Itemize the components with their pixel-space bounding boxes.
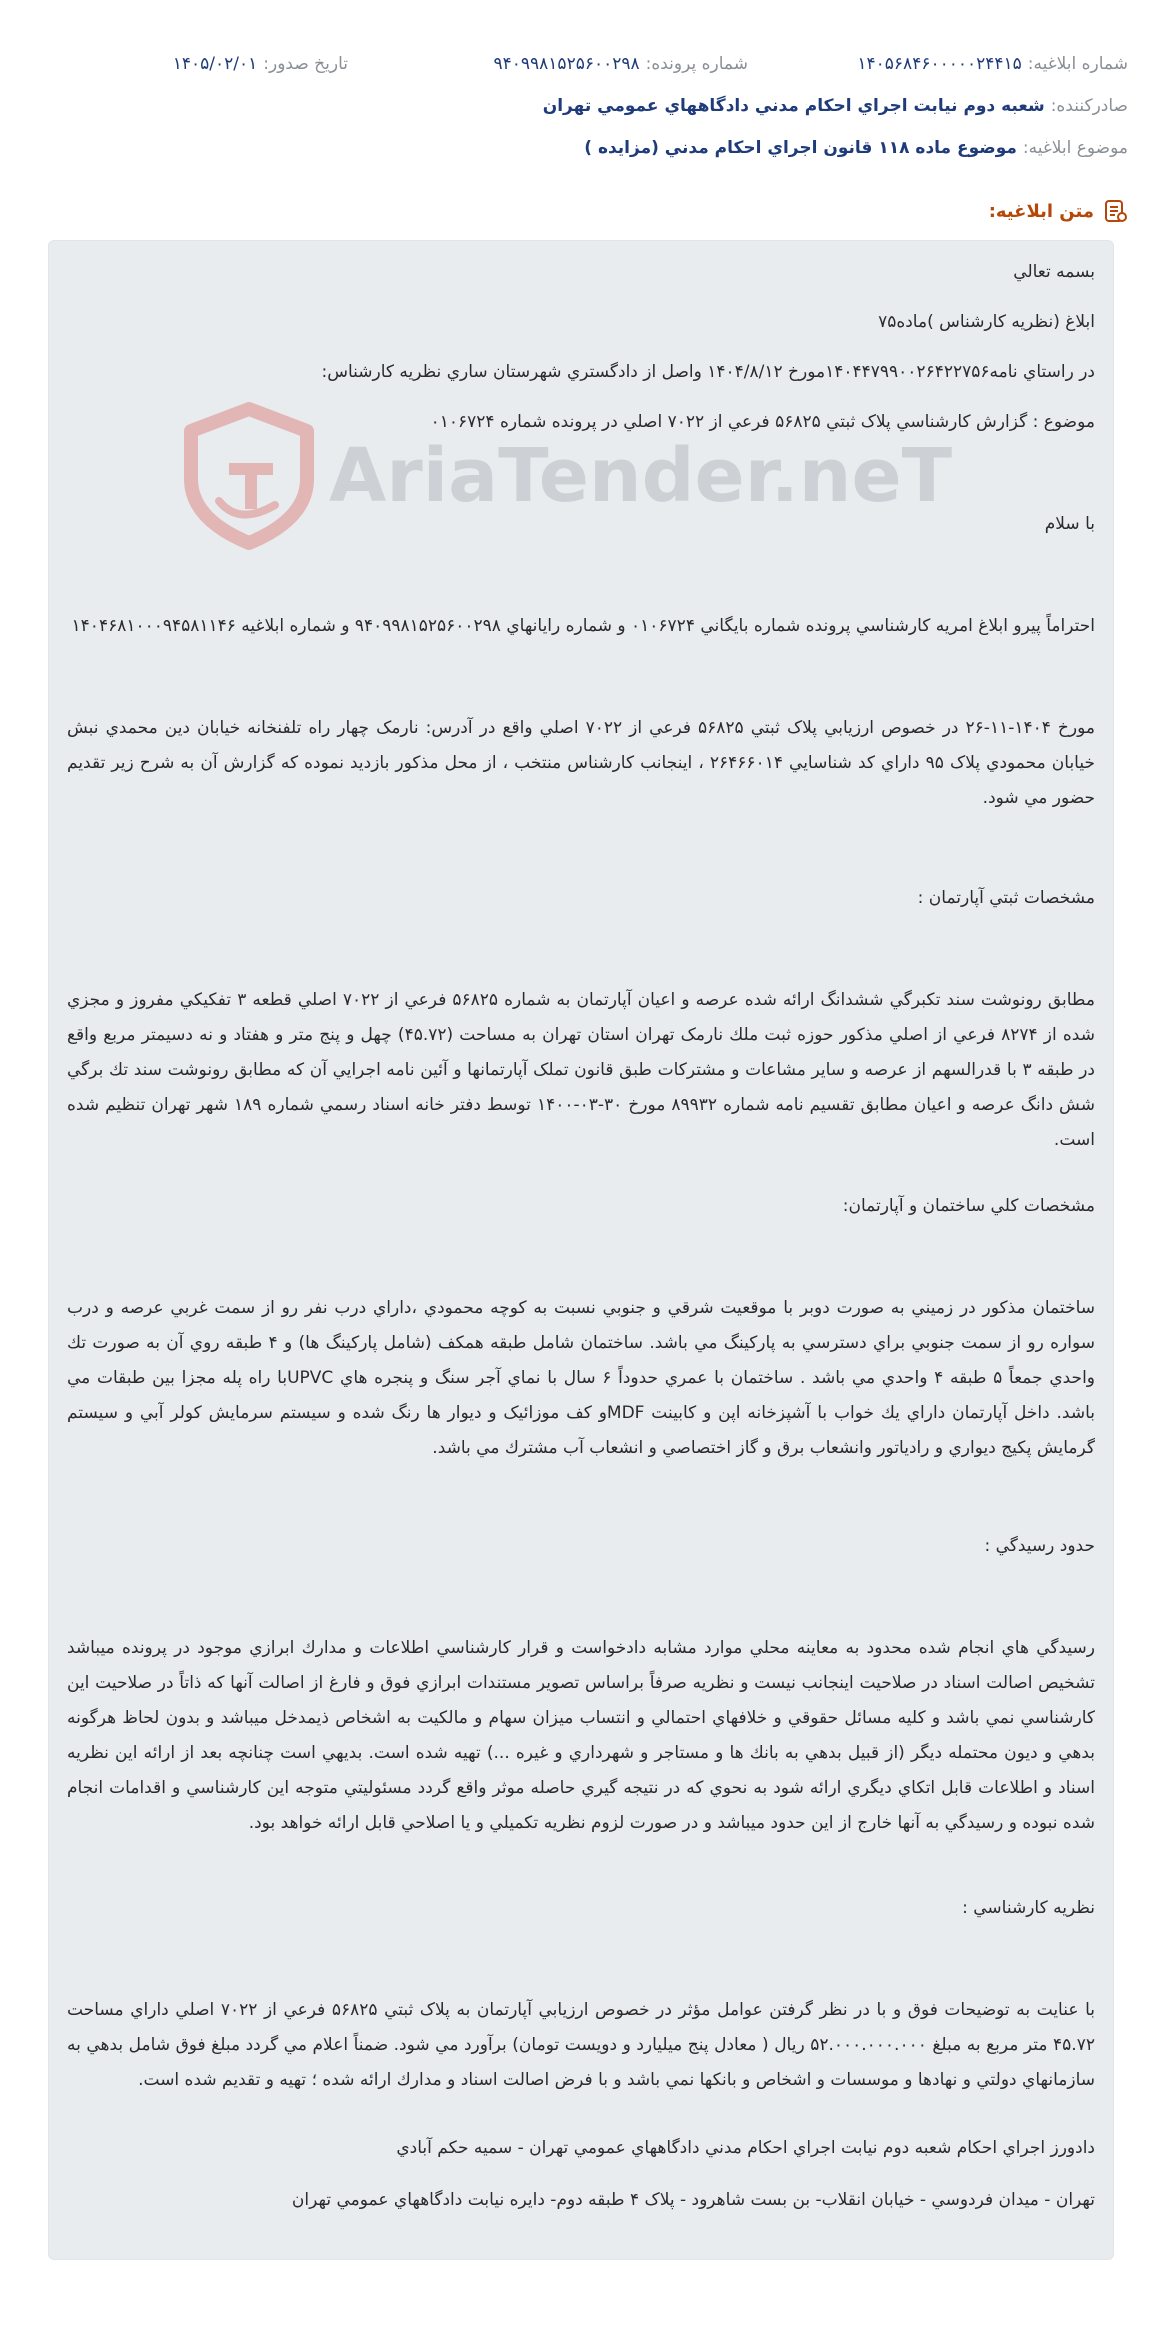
case-number — [348, 54, 748, 74]
notice-text-heading — [989, 198, 1128, 224]
body-paragraph: مورخ ۱۴۰۴-۱۱-۲۶ در خصوص ارزيابي پلاک ثبتي ۵۶۸۲۵ فرعي از ۷۰۲۲ اصلي واقع در آدرس: نارمک چهار راه تلفنخانه خيابان دين محمدي نبش خيابان محمودي پلاک ۹۵ داراي کد شناسايي ۲۶۴۶۶۰۱۴ ، اينجانب کارشناس منتخب ، از محل مذکور بازديد نموده که گزارش آن به شرح زير تقديم حضور مي شود. — [67, 718, 1095, 808]
document-icon — [1102, 198, 1128, 224]
issuer-label: صادرکننده: — [1050, 96, 1128, 116]
body-paragraph: موضوع : گزارش کارشناسي پلاک ثبتي ۵۶۸۲۵ فرعي از ۷۰۲۲ اصلي در پرونده شماره ۰۱۰۶۷۲۴ — [430, 412, 1095, 432]
body-paragraph: با عنايت به توضيحات فوق و با در نظر گرفتن عوامل مؤثر در خصوص ارزيابي آپارتمان به پلاک ثبتي ۵۶۸۲۵ فرعي از ۷۰۲۲ اصلي داراي مساحت ۴۵.۷۲ متر مربع به مبلغ ۵۲.۰۰۰.۰۰۰.۰۰۰ ريال ( معادل پنج ميليارد و دويست تومان) برآورد مي شود. ضمناً اعلام مي گردد مبلغ فوق شامل بدهي به سازمانهاي دولتي و نهادها و موسسات و اشخاص و بانکها نمي باشد و با فرض اصالت اسناد و مدارك ارائه شده ؛ تهيه و تقديم شده است. — [67, 2000, 1095, 2090]
header-meta-row — [46, 54, 1128, 74]
body-paragraph: با سلام — [1044, 514, 1095, 534]
notice-number-value: ۱۴۰۵۶۸۴۶۰۰۰۰۰۲۴۴۱۵ — [857, 54, 1022, 74]
notice-body-box — [48, 240, 1114, 2260]
body-paragraph: ابلاغ (نظريه کارشناس )ماده۷۵ — [878, 312, 1095, 332]
subject-row — [46, 138, 1128, 158]
subject-value: موضوع ماده ۱۱۸ قانون اجراي احکام مدني (مزايده ) — [584, 138, 1017, 158]
issue-date-value: ۱۴۰۵/۰۲/۰۱ — [172, 54, 258, 74]
case-number-value: ۹۴۰۹۹۸۱۵۲۵۶۰۰۲۹۸ — [493, 54, 640, 74]
body-paragraph: ساختمان مذکور در زميني به صورت دوبر با موقعيت شرقي و جنوبي نسبت به کوچه محمودي ،داراي درب نفر رو از سمت غربي عرصه و درب سواره رو از سمت جنوبي براي دسترسي به پارکينگ مي باشد. ساختمان شامل طبقه همکف (شامل پارکينگ ها) و ۴ طبقه روي آن به صورت تك واحدي جمعاً ۵ طبقه ۴ واحدي مي باشد . ساختمان با عمري حدوداً ۶ سال با نماي آجر سنگ و پنجره هاي UPVCبا راه پله مجزا بين طبقات مي باشد. داخل آپارتمان داراي يك خواب با آشپزخانه اپن و کابينت MDFو کف موزائيک و ديوار ها رنگ شده و سيستم سرمايش کولر آبي و سيستم گرمايش پکيج ديواري و رادياتور وانشعاب برق و گاز اختصاصي و انشعاب آب مشترك مي باشد. — [67, 1298, 1095, 1458]
section-heading: مشخصات کلي ساختمان و آپارتمان: — [842, 1196, 1095, 1216]
body-paragraph: احتراماً پيرو ابلاغ امريه کارشناسي پرونده شماره بايگاني ۰۱۰۶۷۲۴ و شماره رايانهاي ۹۴۰۹۹۸۱۵۲۵۶۰۰۲۹۸ و شماره ابلاغيه ۱۴۰۴۶۸۱۰۰۰۹۴۵۸۱۱۴۶ — [71, 616, 1095, 636]
issue-date-label: تاريخ صدور: — [263, 54, 348, 74]
issuer-value: شعبه دوم نيابت اجراي احکام مدني دادگاههاي عمومي تهران — [542, 96, 1045, 116]
subject-label: موضوع ابلاغيه: — [1022, 138, 1128, 158]
signatory-line: دادورز اجراي احکام شعبه دوم نيابت اجراي احکام مدني دادگاههاي عمومي تهران - سميه حکم آبادي — [396, 2138, 1095, 2158]
section-heading: نظريه کارشناسي : — [962, 1898, 1095, 1918]
body-paragraph: مطابق رونوشت سند تکبرگي ششدانگ ارائه شده عرصه و اعيان آپارتمان به شماره ۵۶۸۲۵ فرعي از ۷۰۲۲ اصلي قطعه ۳ تفکيکي مفروز و مجزي شده از ۸۲۷۴ فرعي از اصلي مذکور حوزه ثبت ملك نارمک تهران استان تهران به مساحت (۴۵.۷۲) چهل و پنج متر و هفتاد و نه دسيمتر مربع واقع در طبقه ۳ با قدرالسهم از عرصه و ساير مشاعات و مشترکات طبق قانون تملک آپارتمانها و آئين نامه اجرايي آن که مطابق رونوشت سند تك برگي شش دانگ عرصه و اعيان مطابق تقسيم نامه شماره ۸۹۹۳۲ مورخ ۳۰-۰۳-۱۴۰۰ توسط دفتر خانه اسناد رسمي شماره ۱۸۹ شهر تهران تنظيم شده است. — [67, 990, 1095, 1150]
notice-text-title: متن ابلاغيه: — [988, 200, 1094, 222]
watermark-text: AriaTender.neT — [329, 433, 953, 519]
address-line: تهران - ميدان فردوسي - خيابان انقلاب- بن بست شاهرود - پلاک ۴ طبقه دوم- دايره نيابت دادگاههاي عمومي تهران — [291, 2190, 1095, 2210]
body-paragraph: رسيدگي هاي انجام شده محدود به معاينه محلي موارد مشابه دادخواست و قرار کارشناسي اطلاعات و مدارك ابرازي موجود در پرونده ميباشد تشخيص اصالت اسناد در صلاحيت اينجانب نيست و نظريه صرفاً براساس تصوير مستندات ابرازي فوق و فارغ از اصالت آنها که ذاتاً در صلاحيت اين کارشناسي نمي باشد و کليه مسائل حقوقي و خلافهاي احتمالي و انتساب ميزان سهام و مالکيت به اشخاص ذيمدخل ميباشد و بدون لحاظ هرگونه بدهي و ديون محتمله ديگر (از قبيل بدهي به بانك ها و مستاجر و شهرداري و غيره ...) تهيه شده است. بديهي است چنانچه بعد از ارائه اين نظريه اسناد و اطلاعات قابل اتکاي ديگري ارائه شود به نحوي که در نتيجه گيري حاصله موثر واقع گردد مسئوليتي متوجه اين کارشناسي و اقدامات انجام شده نبوده و رسيدگي به آنها خارج از اين حدود ميباشد و در صورت لزوم نظريه تکميلي و يا اصلاحي قابل ارائه خواهد بود. — [67, 1638, 1095, 1833]
body-paragraph: بسمه تعالي — [1013, 262, 1095, 282]
section-heading: حدود رسيدگي : — [984, 1536, 1095, 1556]
body-paragraph: در راستاي نامه۱۴۰۴۴۷۹۹۰۰۲۶۴۲۲۷۵۶مورخ ۱۴۰۴/۸/۱۲ واصل از دادگستري شهرستان ساري نظريه کارشناس: — [321, 362, 1095, 382]
issuer-row — [46, 96, 1128, 116]
notice-number-label: شماره ابلاغيه: — [1027, 54, 1128, 74]
notice-number — [748, 54, 1128, 74]
case-number-label: شماره پرونده: — [645, 54, 748, 74]
section-heading: مشخصات ثبتي آپارتمان : — [917, 888, 1095, 908]
issue-date — [173, 54, 348, 74]
